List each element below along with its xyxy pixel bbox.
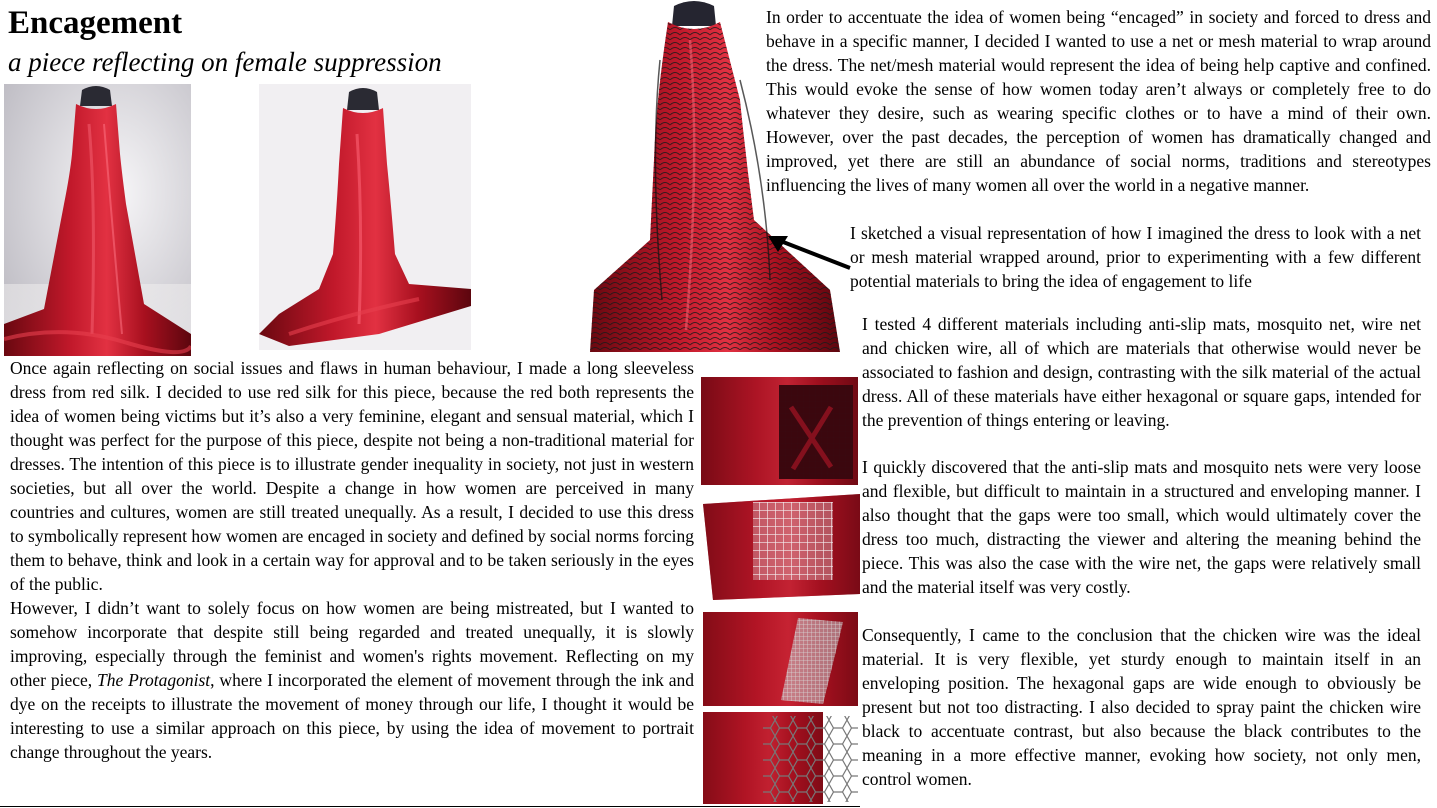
movement-text-b: , where I incorporated the element of movement through the ink and dye on the receipts to illustrate the movement of money through our life, I thought it would be interesting to use a similar approach on this piece, by using the idea of movement to portrait change throughout the years. xyxy=(10,670,694,762)
dress-back-photo xyxy=(259,84,471,350)
page-subtitle: a piece reflecting on female suppression xyxy=(8,47,442,77)
swatch-wire-net xyxy=(703,612,858,706)
dress-description-paragraph: Once again reflecting on social issues and flaws in human behaviour, I made a long sleeveless dress from red silk. I decided to use red silk for this piece, because the red both represents the idea of women being victims but it’s also a very feminine, elegant and sensual material, which I thought was perfect for the purpose of this piece, despite not being a non-traditional material for dresses. The intention of this piece is to illustrate gender inequality in society, not just in western societies, but all over the world. Despite a change in how women are perceived in many countries and cultures, women are still treated unequally. As a result, I decided to use this dress to symbolically represent how women are encaged in society and defined by social norms forcing them to behave, think and look in a certain way for approval and to be taken seriously in the eyes of the public. xyxy=(10,358,694,594)
conclusion-paragraph: Consequently, I came to the conclusion that the chicken wire was the ideal material. It is very flexible, yet sturdy enough to maintain itself in an enveloping position. The hexagonal gaps are wide enough to obviously be present but not too distracting. I also decided to spray paint the chicken wire black to accentuate contrast, but also because the black contributes to the meaning in a more effective manner, evoking how society, not only men, control women. xyxy=(862,625,1421,789)
swatch-anti-slip-mat xyxy=(701,377,858,485)
bottom-rule xyxy=(0,806,860,807)
dress-front-photo xyxy=(4,84,191,356)
intro-paragraph: In order to accentuate the idea of women being “encaged” in society and forced to dress and behave in a specific manner, I decided I wanted to use a net or mesh material to wrap around the dress. The net/mesh material would represent the idea of being help captive and confined. This would evoke the sense of how women today aren’t always or completely free to do whatever they desire, such as wearing specific clothes or to have a mind of their own. However, over the past decades, the perception of women has dramatically changed and improved, yet there are still an abundance of social norms, traditions and stereotypes influencing the lives of many women all over the world in a negative manner. xyxy=(766,7,1431,195)
discovery-paragraph: I quickly discovered that the anti-slip mats and mosquito nets were very loose and flexible, but difficult to maintain in a structured and enveloping manner. I also thought that the gaps were too small, which would ultimately cover the dress too much, distracting the viewer and altering the meaning behind the piece. This was also the case with the wire net, the gaps were relatively small and the material itself was very costly. xyxy=(862,457,1421,597)
left-column xyxy=(10,356,694,764)
page-title: Encagement xyxy=(8,5,183,41)
movement-text-a: However, I didn’t want to solely focus on how women are being mistreated, but I wanted to somehow incorporate that despite still being regarded and treated unequally, it is slowly improving, especially through the feminist and women's rights movement. Reflecting on my other piece, xyxy=(10,598,694,690)
swatch-mosquito-net xyxy=(703,494,860,600)
materials-paragraph: I tested 4 different materials including anti-slip mats, mosquito net, wire net and chicken wire, all of which are materials that otherwise would never be associated to fashion and design, contrasting with the silk material of the actual dress. All of these materials have either hexagonal or square gaps, intended for the prevention of things entering or leaving. xyxy=(862,314,1421,430)
arrow-icon xyxy=(764,226,854,276)
sketch-paragraph: I sketched a visual representation of how I imagined the dress to look with a net or mesh material wrapped around, prior to experimenting with a few different potential materials to bring the idea of engagement to life xyxy=(850,223,1421,291)
protagonist-title: The Protagonist xyxy=(97,670,211,690)
swatch-chicken-wire xyxy=(703,712,858,804)
movement-paragraph xyxy=(10,596,694,764)
